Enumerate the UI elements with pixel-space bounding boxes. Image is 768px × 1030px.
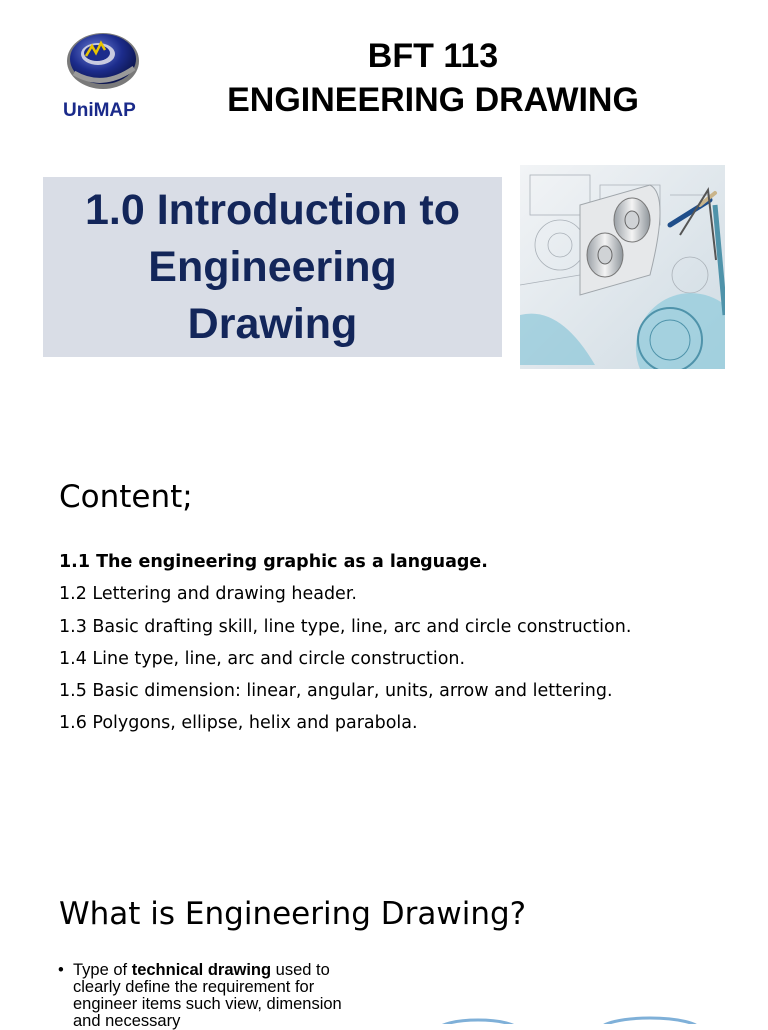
svg-text:UniMAP: UniMAP [63,100,136,121]
content-item-1-1: 1.1 The engineering graphic as a language. [59,552,488,572]
content-heading: Content; [59,479,193,515]
content-item-1-4: 1.4 Line type, line, arc and circle construction. [59,648,466,669]
definition-text [73,962,358,1030]
course-header [190,34,676,122]
content-item-1-3: 1.3 Basic drafting skill, line type, line, arc and circle construction. [59,616,632,637]
content-item-1-6: 1.6 Polygons, ellipse, helix and parabola. [59,713,418,734]
intro-title-line-1: 1.0 Introduction to [84,185,461,234]
course-code: BFT 113 [367,37,499,75]
unimap-logo [60,28,146,124]
definition-part-1: Type of [73,961,132,979]
definition-bullet [58,962,358,1030]
engineering-drawing-tools-image [520,165,725,369]
course-title: ENGINEERING DRAWING [227,81,639,119]
content-list [59,549,631,743]
bullet-dot: • [58,961,64,979]
definition-part-3: used to clearly define the requirement for engineer items such view, dimension and necessary [73,961,342,1030]
intro-title-box [43,177,502,357]
what-is-heading: What is Engineering Drawing? [59,896,527,932]
intro-title-line-3: Drawing [187,299,358,348]
intro-title-line-2: Engineering [148,242,397,291]
bottom-illustration [400,1000,768,1024]
content-item-1-2: 1.2 Lettering and drawing header. [59,584,357,605]
definition-bold-term: technical drawing [131,961,272,979]
content-item-1-5: 1.5 Basic dimension: linear, angular, units, arrow and lettering. [59,681,613,702]
unimap-logo-icon [60,28,146,124]
